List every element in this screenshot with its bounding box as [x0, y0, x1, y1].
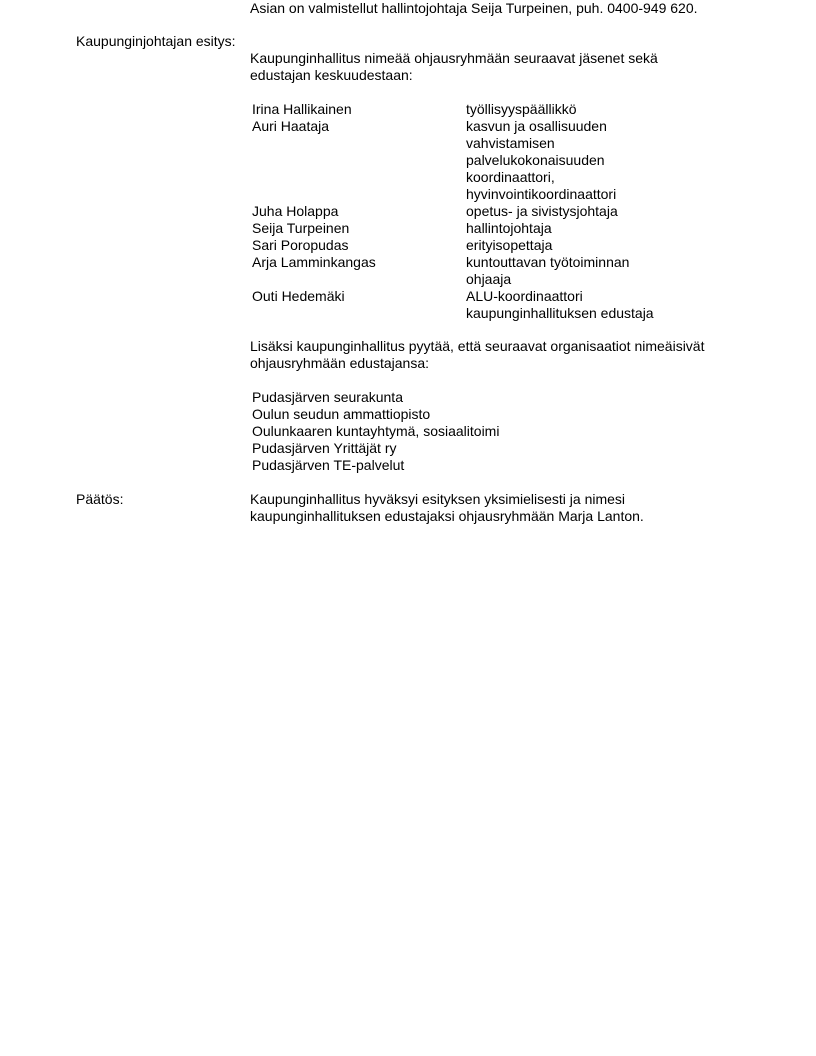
proposal-intro-line: edustajan keskuudestaan:: [250, 67, 413, 83]
member-role: kasvun ja osallisuuden: [466, 118, 607, 134]
organisation-item: Pudasjärven seurakunta: [252, 389, 403, 405]
decision-line: Kaupunginhallitus hyväksyi esityksen yksimielisesti ja nimesi: [250, 491, 626, 507]
member-name: Juha Holappa: [252, 203, 339, 219]
member-name: Irina Hallikainen: [252, 101, 352, 117]
member-role: ALU-koordinaattori: [466, 288, 583, 304]
prepared-by-text: Asian on valmistellut hallintojohtaja Seija Turpeinen, puh. 0400-949 620.: [250, 0, 698, 16]
member-role: hyvinvointikoordinaattori: [466, 186, 617, 202]
organisation-item: Pudasjärven TE-palvelut: [252, 457, 405, 473]
organisation-item: Pudasjärven Yrittäjät ry: [252, 440, 397, 456]
member-role: kuntouttavan työtoiminnan: [466, 254, 630, 270]
member-role: opetus- ja sivistysjohtaja: [466, 203, 618, 219]
member-name: Sari Poropudas: [252, 237, 349, 253]
decision-label: Päätös:: [76, 491, 124, 507]
member-role: palvelukokonaisuuden: [466, 152, 605, 168]
additional-line: Lisäksi kaupunginhallitus pyytää, että seuraavat organisaatiot nimeäisivät: [250, 338, 705, 354]
member-role: työllisyyspäällikkö: [466, 101, 577, 117]
additional-line: ohjausryhmään edustajansa:: [250, 355, 430, 371]
organisation-item: Oulun seudun ammattiopisto: [252, 406, 431, 422]
organisation-item: Oulunkaaren kuntayhtymä, sosiaalitoimi: [252, 423, 500, 439]
member-role: ohjaaja: [466, 271, 512, 287]
member-name: Seija Turpeinen: [252, 220, 350, 236]
proposal-label: Kaupunginjohtajan esitys:: [76, 33, 236, 49]
member-role: vahvistamisen: [466, 135, 555, 151]
proposal-intro-line: Kaupunginhallitus nimeää ohjausryhmään seuraavat jäsenet sekä: [250, 50, 658, 66]
decision-line: kaupunginhallituksen edustajaksi ohjausryhmään Marja Lanton.: [250, 508, 644, 524]
member-name: Outi Hedemäki: [252, 288, 345, 304]
member-role: hallintojohtaja: [466, 220, 552, 236]
member-name: Auri Haataja: [252, 118, 330, 134]
member-role: kaupunginhallituksen edustaja: [466, 305, 654, 321]
member-role: koordinaattori,: [466, 169, 555, 185]
member-role: erityisopettaja: [466, 237, 553, 253]
member-name: Arja Lamminkangas: [252, 254, 376, 270]
